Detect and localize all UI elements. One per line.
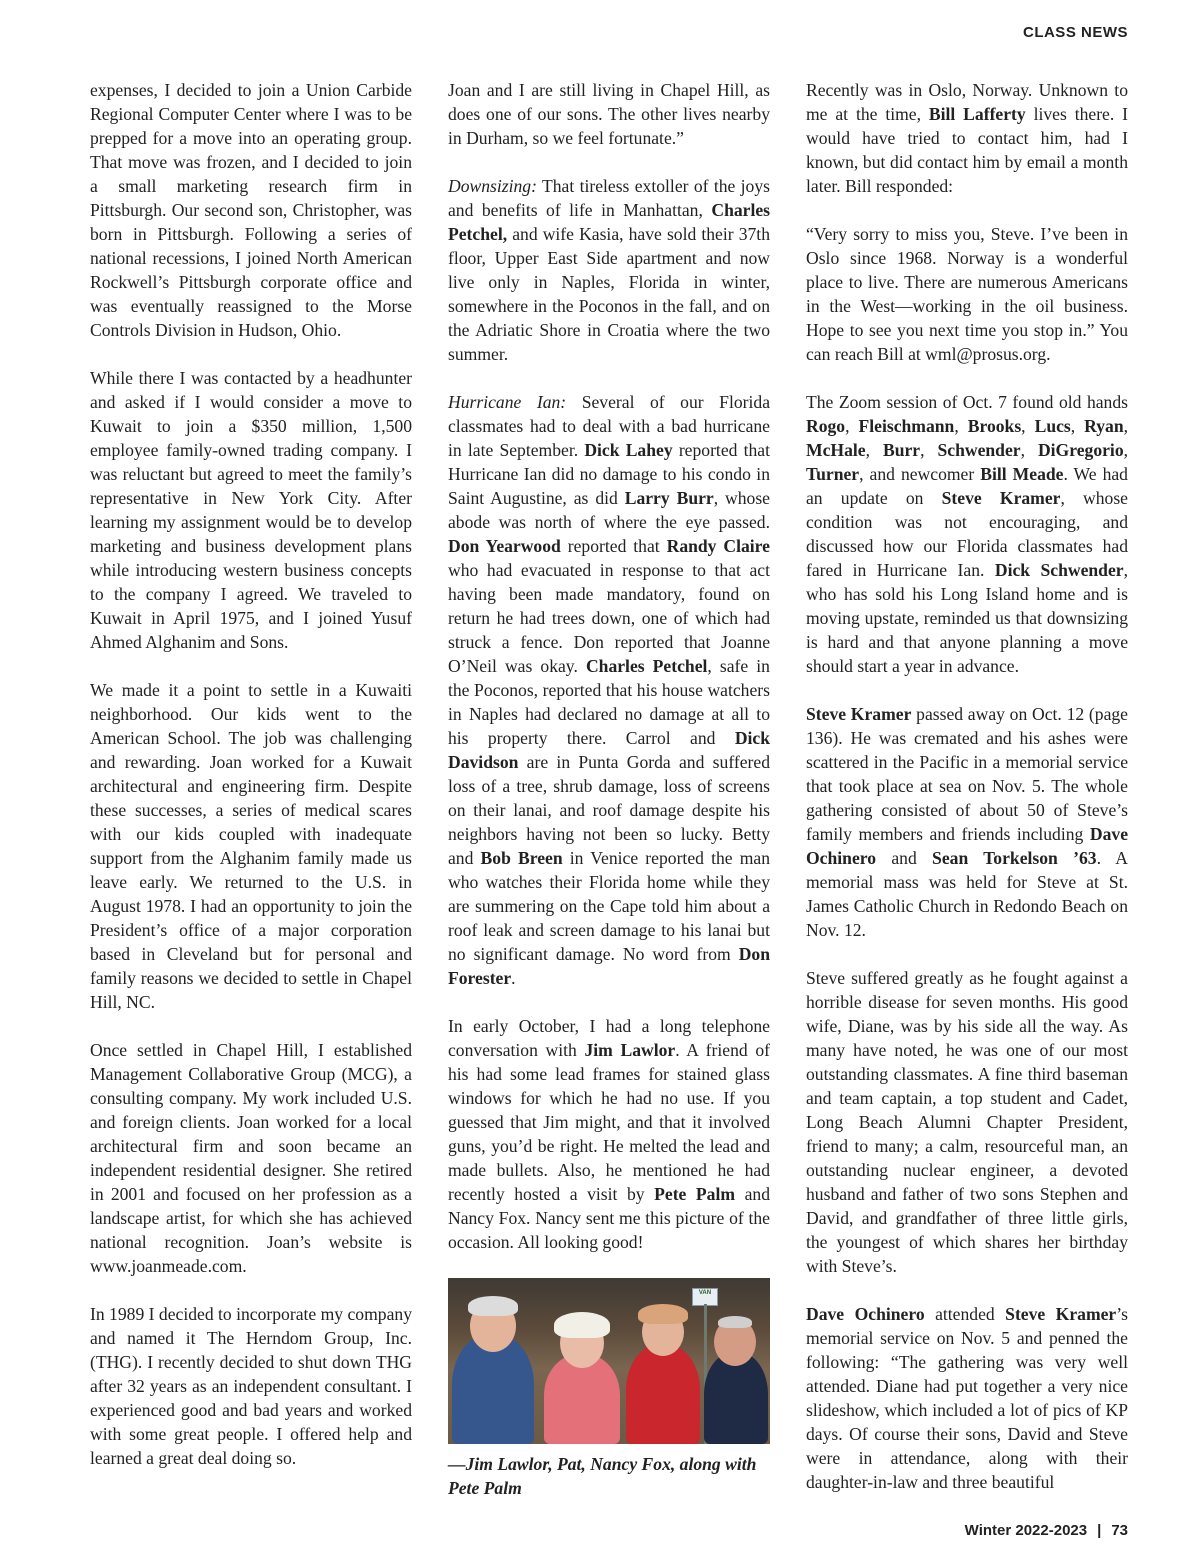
page-footer: [965, 1522, 1128, 1539]
classmate-name: Schwender: [937, 440, 1021, 460]
classmate-name: Bill Meade: [980, 464, 1064, 484]
street-sign: VAN: [692, 1288, 718, 1306]
paragraph-downsizing: Downsizing: That tireless extoller of the joys and benefits of life in Manhattan, Charles Petchel, and wife Kasia, have sold their 37th floor, Upper East Side apartment and now live only in Naples, Florida in winter, somewhere in the Poconos in the fall, and on the Adriatic Shore in Croatia where the two summer.: [448, 176, 770, 364]
section-label: Hurricane Ian:: [448, 392, 567, 412]
footer-separator: |: [1097, 1522, 1102, 1539]
classmate-name: Dick Lahey: [584, 440, 673, 460]
classmate-name: Rogo: [806, 416, 846, 436]
classmate-name: Sean Torkelson ’63: [932, 848, 1097, 868]
group-photo: [448, 1278, 770, 1444]
section-title: CLASS NEWS: [1022, 24, 1128, 41]
classmate-name: Larry Burr: [624, 488, 714, 508]
classmate-name: Don Forester: [448, 944, 770, 988]
section-label: Downsizing:: [448, 176, 537, 196]
classmate-name: Fleischmann: [858, 416, 955, 436]
classmate-name: Lucs: [1034, 416, 1071, 436]
hair: [554, 1312, 610, 1338]
classmate-name: Burr: [882, 440, 921, 460]
paragraph: Once settled in Chapel Hill, I established Management Collaborative Group (MCG), a consulting company. My work included U.S. and foreign clients. Joan worked for a local architectural firm and soon became an independent residential designer. She retired in 2001 and focused on her profession as a landscape artist, for which she has achieved national recognition. Joan’s website is www.joanmeade.com.: [90, 1040, 412, 1276]
column-2: [448, 78, 770, 1524]
classmate-name: Randy Claire: [666, 536, 770, 556]
classmate-name: Don Yearwood: [448, 536, 561, 556]
photo-caption: —Jim Lawlor, Pat, Nancy Fox, along with Pete Palm: [448, 1454, 757, 1498]
paragraph: We made it a point to settle in a Kuwaiti neighborhood. Our kids went to the American School. The job was challenging and rewarding. Joan worked for a Kuwait architectural and engineering firm. Despite these successes, a series of medical scares with our kids coupled with inadequate support from the Alghanim family made us leave early. We returned to the U.S. in August 1978. I had an opportunity to join the President’s office of a major corporation based in Cleveland but for personal and family reasons we decided to settle in Chapel Hill, NC.: [90, 680, 412, 1012]
paragraph: Recently was in Oslo, Norway. Unknown to me at the time, Bill Lafferty lives there. I would have tried to contact him, had I known, but did contact him by email a month later. Bill responded:: [806, 80, 1128, 196]
classmate-name: Steve Kramer: [941, 488, 1061, 508]
hair: [718, 1316, 752, 1328]
hair: [638, 1304, 688, 1324]
classmate-name: McHale: [806, 440, 866, 460]
person-nancy-fox: [626, 1344, 700, 1444]
paragraph-obituary: Steve Kramer passed away on Oct. 12 (page 136). He was cremated and his ashes were scattered in the Pacific in a memorial service that took place at sea on Nov. 5. The whole gathering consisted of about 50 of Steve’s family members and friends including Dave Ochinero and Sean Torkelson ’63. A memorial mass was held for Steve at St. James Catholic Church in Redondo Beach on Nov. 12.: [806, 704, 1128, 940]
paragraph: Dave Ochinero attended Steve Kramer’s memorial service on Nov. 5 and penned the following: “The gathering was very well attended. Diane had put together a very nice slideshow, which included a lot of pics of KP days. Of course their sons, David and Steve were in attendance, along with their daughter-in-law and three beautiful: [806, 1304, 1128, 1492]
classmate-name: Dave Ochinero: [806, 1304, 925, 1324]
paragraph-hurricane: Hurricane Ian: Several of our Florida classmates had to deal with a bad hurricane in late September. Dick Lahey reported that Hurricane Ian did no damage to his condo in Saint Augustine, as did Larry Burr, whose abode was north of where the eye passed. Don Yearwood reported that Randy Claire who had evacuated in response to that act having been made mandatory, found on return he had trees down, one of which had struck a fence. Don reported that Joanne O’Neil was okay. Charles Petchel, safe in the Poconos, reported that his house watchers in Naples had declared no damage at all to his property there. Carrol and Dick Davidson are in Punta Gorda and suffered loss of a tree, shrub damage, loss of screens on their lanai, and roof damage despite his neighbors having not been so lucky. Betty and Bob Breen in Venice reported the man who watches their Florida home while they are summering on the Cape told him about a roof leak and screen damage to his lanai but no significant damage. No word from Don Forester.: [448, 392, 770, 988]
paragraph: In 1989 I decided to incorporate my company and named it The Herndom Group, Inc. (THG). I recently decided to shut down THG after 32 years as an independent consultant. I experienced good and bad years and worked with some great people. I offered help and learned a great deal doing so.: [90, 1304, 412, 1468]
classmate-name: Brooks: [967, 416, 1022, 436]
classmate-name: Bill Lafferty: [928, 104, 1026, 124]
paragraph: In early October, I had a long telephone conversation with Jim Lawlor. A friend of his had some lead frames for stained glass windows for which he had no use. If you guessed that Jim might, and that it involved guns, you’d be right. He melted the lead and made bullets. Also, he mentioned he had recently hosted a visit by Pete Palm and Nancy Fox. Nancy sent me this picture of the occasion. All looking good!: [448, 1016, 770, 1252]
classmate-name: Jim Lawlor: [584, 1040, 676, 1060]
column-1: [90, 78, 412, 1494]
hair: [468, 1296, 518, 1316]
page-number: 73: [1111, 1522, 1128, 1539]
classmate-name: Ryan: [1084, 416, 1124, 436]
issue-label: Winter 2022-2023: [964, 1522, 1088, 1539]
classmate-name: Charles Petchel,: [448, 200, 770, 244]
classmate-name: Steve Kramer: [1005, 1304, 1117, 1324]
classmate-name: Steve Kramer: [806, 704, 912, 724]
paragraph: Steve suffered greatly as he fought against a horrible disease for seven months. His good wife, Diane, was by his side all the way. As many have noted, he was one of our most outstanding classmates. A fine third baseman and team captain, a top student and Cadet, Long Beach Alumni Chapter President, friend to many; a calm, resourceful man, an outstanding nuclear engineer, a devoted husband and father of two sons Stephen and David, and grandfather of three little girls, the youngest of which shares her birthday with Steve’s.: [806, 968, 1128, 1276]
quote-paragraph: “Very sorry to miss you, Steve. I’ve been in Oslo since 1968. Norway is a wonderful place to live. There are numerous Americans in the West—working in the oil business. Hope to see you next time you stop in.” You can reach Bill at wml@prosus.org.: [806, 224, 1128, 364]
paragraph: Joan and I are still living in Chapel Hill, as does one of our sons. The other lives nearby in Durham, so we feel fortunate.”: [448, 80, 770, 148]
paragraph-zoom: The Zoom session of Oct. 7 found old hands Rogo, Fleischmann, Brooks, Lucs, Ryan, McHale, Burr, Schwender, DiGregorio, Turner, and newcomer Bill Meade. We had an update on Steve Kramer, whose condition was not encouraging, and discussed how our Florida classmates had fared in Hurricane Ian. Dick Schwender, who has sold his Long Island home and is moving upstate, reminded us that downsizing is hard and that anyone planning a move should start a year in advance.: [806, 392, 1129, 676]
classmate-name: Pete Palm: [654, 1184, 736, 1204]
classmate-name: DiGregorio: [1037, 440, 1124, 460]
classmate-name: Charles Petchel: [585, 656, 708, 676]
classmate-name: Dick Schwender: [994, 560, 1124, 580]
paragraph: expenses, I decided to join a Union Carbide Regional Computer Center where I was to be prepped for a move into an operating group. That move was frozen, and I decided to join a small marketing research firm in Pittsburgh. Our second son, Christopher, was born in Pittsburgh. Following a series of national recessions, I joined North American Rockwell’s Pittsburgh corporate office and was eventually reassigned to the Morse Controls Division in Hudson, Ohio.: [90, 80, 412, 340]
classmate-name: Dick Davidson: [448, 728, 770, 772]
column-3: [806, 78, 1128, 1518]
classmate-name: Turner: [806, 464, 860, 484]
classmate-name: Bob Breen: [480, 848, 563, 868]
classmate-name: Dave Ochinero: [806, 824, 1128, 868]
paragraph: While there I was contacted by a headhunter and asked if I would consider a move to Kuwait to join a $350 million, 1,500 employee family-owned trading company. I was reluctant but agreed to meet the family’s representative in New York City. After learning my assignment would be to develop marketing and business development plans while introducing western business concepts to the company I agreed. We traveled to Kuwait in April 1975, and I joined Yusuf Ahmed Alghanim and Sons.: [90, 368, 412, 652]
